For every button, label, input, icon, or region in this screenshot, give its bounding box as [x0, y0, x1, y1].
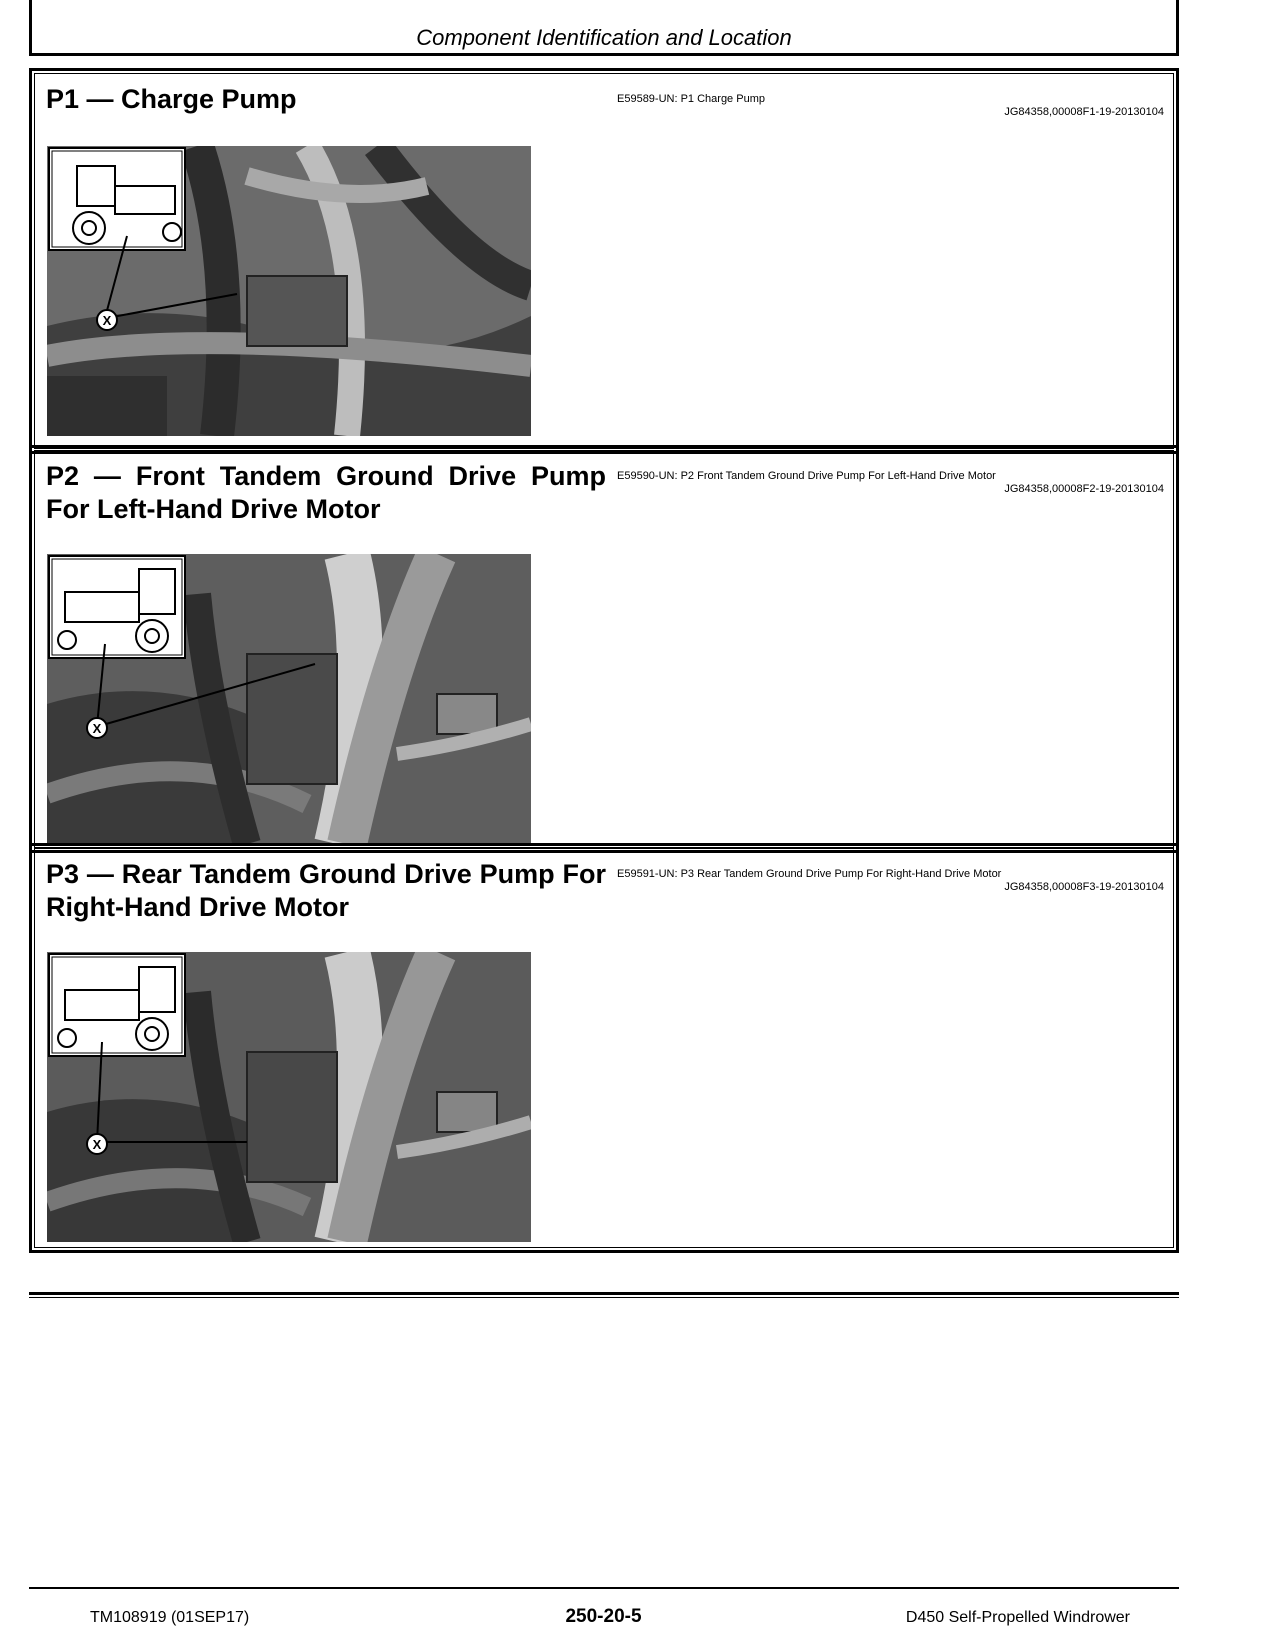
section-end-rule — [29, 1292, 1179, 1298]
figure-caption: E59590-UN: P2 Front Tandem Ground Drive Pump For Left-Hand Drive Motor — [617, 470, 996, 482]
section-p2 — [29, 445, 1179, 853]
figure-reference: JG84358,00008F2-19-20130104 — [1004, 483, 1164, 495]
page-header — [29, 0, 1179, 56]
section-p3 — [29, 843, 1179, 1253]
section-title: P2 — Front Tandem Ground Drive Pump For Left-Hand Drive Motor — [46, 461, 606, 524]
callout-label: X — [92, 721, 102, 736]
figure-caption: E59591-UN: P3 Rear Tandem Ground Drive Pump For Right-Hand Drive Motor — [617, 868, 1002, 880]
figure-reference: JG84358,00008F1-19-20130104 — [1004, 106, 1164, 118]
figure-reference: JG84358,00008F3-19-20130104 — [1004, 881, 1164, 893]
page-header-title: Component Identification and Location — [416, 25, 792, 50]
footer-page-number: 250-20-5 — [565, 1606, 642, 1627]
section-title: P1 — Charge Pump — [46, 84, 297, 114]
callout-label: X — [102, 313, 112, 328]
component-photo — [47, 554, 531, 844]
footer-doc-id: TM108919 (01SEP17) — [90, 1609, 250, 1626]
section-title: P3 — Rear Tandem Ground Drive Pump For Right-Hand Drive Motor — [46, 859, 606, 922]
figure-caption: E59589-UN: P1 Charge Pump — [617, 93, 765, 105]
component-photo — [47, 952, 531, 1242]
callout-label: X — [92, 1137, 102, 1152]
section-p1 — [29, 68, 1179, 454]
footer-product: D450 Self-Propelled Windrower — [905, 1609, 1130, 1626]
footer-rule — [29, 1587, 1179, 1589]
component-photo — [47, 146, 531, 436]
